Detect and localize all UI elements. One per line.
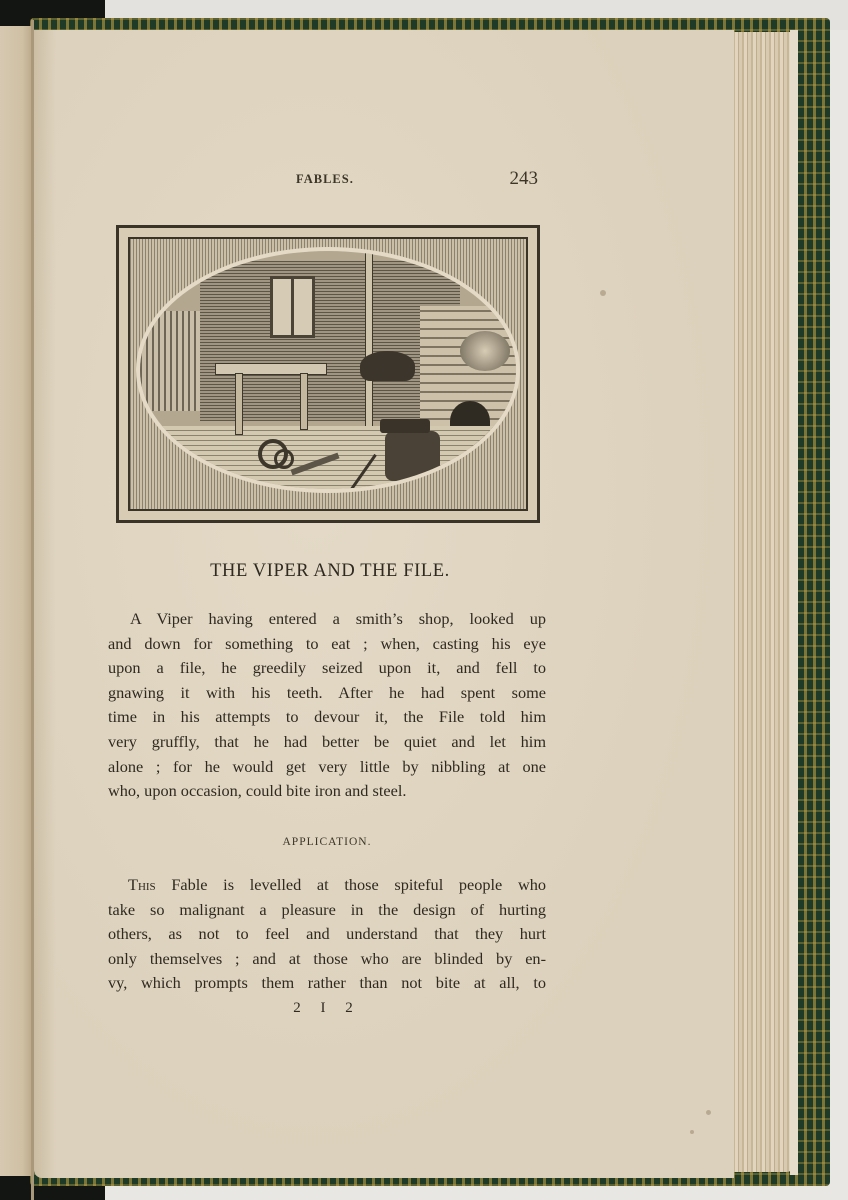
text-line: only themselves ; and at those who are blinded by en- [108,948,546,968]
page-stack-fore-edge [730,32,796,1172]
text-line: gnawing it with his teeth. After he had spent some [108,682,546,702]
drop-word: This [128,875,156,894]
text-line: alone ; for he would get very little by nibbling at one [108,756,546,776]
workbench [215,363,327,375]
foxing-spot [706,1110,711,1115]
application-heading: APPLICATION. [282,836,372,848]
text-line: and down for something to eat ; when, casting his eye [108,633,546,653]
anvil [380,419,430,433]
workbench-leg [235,373,243,435]
text-line: vy, which prompts them rather than not bite at all, to [108,973,546,993]
fable-text [108,607,546,804]
text-line: very gruffly, that he had better be quiet and let him [108,731,546,751]
page-number: 243 [509,168,538,189]
foxing-spot [690,1130,694,1134]
bellows [360,351,415,381]
illustration-hatched-frame [128,237,528,511]
foxing-spot [600,290,606,296]
text-line: who, upon occasion, could bite iron and steel. [108,781,407,801]
application-text [108,873,546,996]
oval-vignette [136,247,520,493]
anvil-block [385,431,440,481]
text-line: others, as not to feel and understand that they hurt [108,924,546,944]
forge-fire [460,331,510,371]
text-line: upon a file, he greedily seized upon it, and fell to [108,658,546,678]
window [270,276,315,338]
viper-coil-inner [274,449,294,469]
signature-mark: 2 I 2 [293,1000,361,1016]
doorway-fence-tree [140,311,200,411]
woodcut-illustration [116,225,540,523]
workbench-leg [300,373,308,430]
text-line: A Viper having entered a smith’s shop, looked up [130,609,546,628]
running-head [118,168,538,192]
page-stack-outer-edge [790,30,798,1175]
text-line [108,873,546,898]
running-title: FABLES. [296,172,354,186]
text-line-rest: Fable is levelled at those spiteful people who [155,875,546,894]
text-line: take so malignant a pleasure in the design of hurting [108,899,546,919]
wooden-post [365,251,373,443]
fable-title: THE VIPER AND THE FILE. [210,561,450,581]
text-line: time in his attempts to devour it, the File told him [108,707,546,727]
